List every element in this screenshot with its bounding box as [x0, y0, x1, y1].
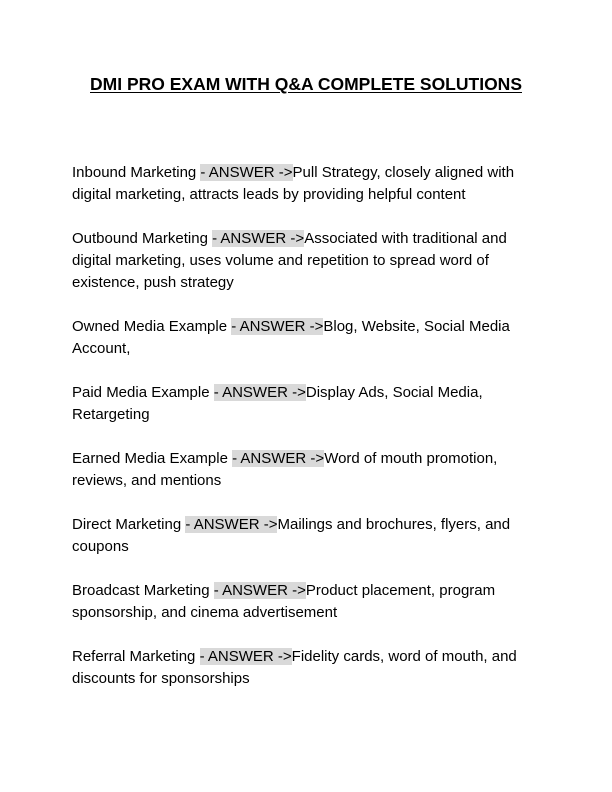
- qa-answer: Pull Strategy, closely aligned with digital marketing, attracts leads by providing helpful content: [72, 164, 515, 203]
- qa-term: Inbound Marketing: [72, 164, 197, 181]
- qa-term: Referral Marketing: [72, 648, 196, 665]
- qa-answer: Word of mouth promotion, reviews, and mentions: [72, 450, 498, 489]
- qa-item: [72, 162, 548, 206]
- qa-item: [72, 316, 548, 360]
- qa-term: Broadcast Marketing: [72, 582, 210, 599]
- qa-answer: Product placement, program sponsorship, and cinema advertisement: [72, 582, 496, 621]
- answer-marker: - ANSWER ->: [231, 318, 324, 335]
- answer-marker: - ANSWER ->: [200, 164, 293, 181]
- qa-item: [72, 228, 548, 294]
- qa-term: Owned Media Example: [72, 318, 228, 335]
- qa-answer: Associated with traditional and digital marketing, uses volume and repetition to spread word of existence, push strategy: [72, 230, 507, 291]
- qa-item: [72, 448, 548, 492]
- qa-term: Outbound Marketing: [72, 230, 208, 247]
- answer-marker: - ANSWER ->: [232, 450, 325, 467]
- qa-item: [72, 514, 548, 558]
- qa-answer: Display Ads, Social Media, Retargeting: [72, 384, 483, 423]
- qa-term: Earned Media Example: [72, 450, 228, 467]
- qa-answer: Mailings and brochures, flyers, and coupons: [72, 516, 511, 555]
- answer-marker: - ANSWER ->: [213, 384, 306, 401]
- qa-item: [72, 580, 548, 624]
- qa-answer: Blog, Website, Social Media Account,: [72, 318, 510, 357]
- answer-marker: - ANSWER ->: [212, 230, 305, 247]
- qa-item: [72, 382, 548, 426]
- answer-marker: - ANSWER ->: [213, 582, 306, 599]
- qa-item: [72, 646, 548, 690]
- answer-marker: - ANSWER ->: [185, 516, 278, 533]
- answer-marker: - ANSWER ->: [199, 648, 292, 665]
- qa-list: [72, 162, 548, 712]
- qa-term: Paid Media Example: [72, 384, 210, 401]
- document-title: DMI PRO EXAM WITH Q&A COMPLETE SOLUTIONS: [90, 74, 522, 94]
- qa-term: Direct Marketing: [72, 516, 182, 533]
- qa-answer: Fidelity cards, word of mouth, and discounts for sponsorships: [72, 648, 517, 687]
